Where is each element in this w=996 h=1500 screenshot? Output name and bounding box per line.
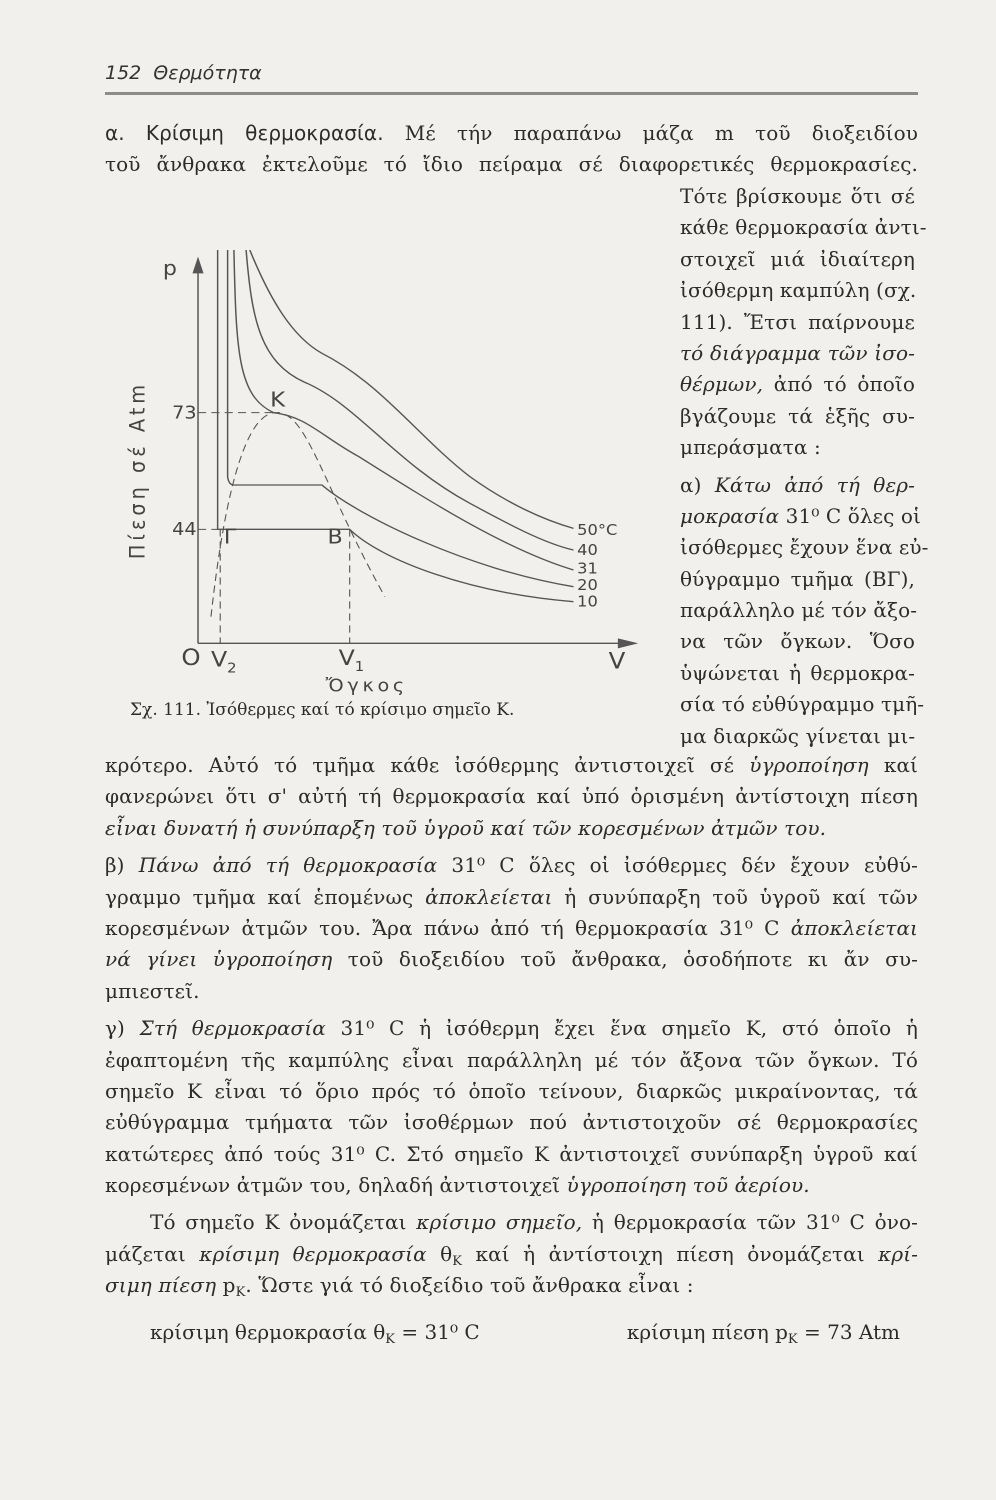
- critical-values-formula: [150, 1320, 900, 1347]
- text-run: Μέ τήν παραπάνω μάζα m τοῦ διοξειδίου: [404, 121, 918, 145]
- text-line: [105, 1076, 918, 1107]
- isotherm-20: [228, 250, 574, 587]
- text-run: κρίσιμη θερμοκρασία: [199, 1241, 427, 1266]
- text-run: τοῦ διοξειδίου τοῦ ἄνθρακα, ὁσοδήποτε κι ἄν συ-: [332, 947, 918, 972]
- point-gamma-label: Γ: [223, 524, 237, 549]
- critical-pressure: [626, 1320, 900, 1347]
- text-run: K: [385, 1332, 396, 1347]
- isotherm-50: [250, 250, 574, 528]
- text-run: μοκρασία: [680, 503, 780, 528]
- y-axis-label: Πίεση σέ Atm: [124, 380, 150, 560]
- v1-label: $V_1$: [338, 646, 365, 675]
- side-column-text: [680, 181, 929, 752]
- v2-label: $V_2$: [210, 647, 237, 677]
- text-line: [105, 944, 918, 975]
- text-run: κορεσμένων ἀτμῶν του. Ἄρα πάνω ἀπό τή θερμοκρασία 31⁰ C: [105, 915, 791, 940]
- text-run: Τότε βρίσκουμε ὅτι σέ: [680, 184, 915, 208]
- text-run: κάθε θερμοκρασία ἀντι-: [680, 215, 927, 240]
- text-line: [680, 369, 915, 400]
- text-run: θέρμων,: [680, 372, 764, 397]
- text-run: ὑγροποίηση: [749, 753, 869, 777]
- text-run: καί: [868, 753, 918, 777]
- text-run: Πάνω ἀπό τή θερμοκρασία: [138, 853, 438, 878]
- text-run: Κάτω ἀπό τή θερ-: [714, 472, 915, 497]
- text-run: ἡ θερμοκρασία τῶν 31⁰ C ὀνο-: [582, 1210, 918, 1235]
- text-run: εὐθύγραμμα τμήματα τῶν ἰσοθέρμων πού ἀντιστοιχοῦν σέ θερμοκρασίες: [105, 1110, 918, 1135]
- text-run: φανερώνει ὅτι σ' αὐτή τή θερμοκρασία καί ὑπό ὁρισμένη ἀντίστοιχη πίεση: [105, 784, 918, 809]
- tick-44: 44: [172, 519, 197, 540]
- text-run: θύγραμμο τμῆμα (ΒΓ),: [680, 566, 915, 591]
- text-line: [105, 149, 918, 180]
- text-run: σιμη πίεση: [105, 1273, 217, 1298]
- intro-text: [105, 118, 918, 181]
- text-run: K: [787, 1332, 798, 1347]
- text-line: [680, 338, 915, 369]
- text-run: K: [235, 1285, 246, 1301]
- text-line: [680, 401, 915, 432]
- text-run: εἶναι δυνατή ἡ συνύπαρξη τοῦ ὑγροῦ καί τῶν κορεσμένων ἀτμῶν του.: [105, 815, 827, 840]
- text-run: 31⁰ C ὅλες οἱ: [779, 503, 921, 528]
- text-run: ἀποκλείεται: [425, 884, 553, 909]
- text-line: [680, 532, 929, 563]
- text-line: [680, 307, 915, 338]
- text-run: Τό σημεῖο Κ ὀνομάζεται: [150, 1210, 417, 1235]
- text-line: [105, 813, 918, 844]
- text-run: τό διάγραμμα τῶν ἰσο-: [680, 340, 915, 365]
- text-line: [680, 721, 915, 752]
- isotherm-label-40: 40: [577, 541, 598, 559]
- text-run: νά γίνει ὑγροποίηση: [105, 947, 333, 972]
- text-run: κρίσιμη θερμοκρασία θ: [150, 1320, 386, 1344]
- figure-caption: Σχ. 111. Ἰσόθερμες καί τό κρίσιμο σημεῖο Κ.: [130, 700, 515, 720]
- text-line: [105, 1207, 918, 1238]
- text-run: = 73 Atm: [797, 1320, 900, 1344]
- text-run: κατώτερες ἀπό τούς 31⁰ C. Στό σημεῖο Κ ἀντιστοιχεῖ συνύπαρξη ὑγροῦ καί: [105, 1141, 918, 1166]
- text-run: Στή θερμοκρασία: [139, 1016, 326, 1041]
- text-run: ἰσόθερμες ἔχουν ἕνα εὐ-: [680, 535, 929, 560]
- y-axis-symbol: p: [162, 256, 177, 280]
- text-run: καί ἡ ἀντίστοιχη πίεση ὀνομάζεται: [462, 1241, 879, 1266]
- text-run: μάζεται: [105, 1241, 200, 1266]
- text-line: [105, 882, 918, 913]
- text-line: [680, 470, 915, 501]
- text-line: [680, 501, 921, 532]
- text-run: θ: [426, 1241, 453, 1266]
- text-line: [105, 1239, 918, 1270]
- text-run: γ): [105, 1016, 140, 1041]
- text-line: [105, 1270, 918, 1301]
- text-run: γραμμο τμῆμα καί ἑπομένως: [105, 884, 426, 909]
- x-axis-symbol: V: [608, 648, 626, 675]
- header-rule: [105, 92, 918, 95]
- page-number: 152: [105, 62, 142, 84]
- text-run: ἐφαπτομένη τῆς καμπύλης εἶναι παράλληλη μέ τόν ἄξονα τῶν ὄγκων. Τό: [105, 1047, 918, 1072]
- text-run: β): [105, 853, 139, 878]
- text-line: [105, 1170, 918, 1201]
- tick-73: 73: [172, 403, 197, 424]
- text-line: [105, 1139, 918, 1170]
- text-line: [680, 658, 915, 689]
- text-run: κρίσιμο σημεῖο,: [416, 1210, 583, 1235]
- text-line: [105, 781, 918, 812]
- body-text: [105, 750, 918, 1302]
- isotherm-label-20: 20: [577, 576, 598, 594]
- text-line: [680, 275, 915, 306]
- text-run: α. Κρίσιμη θερμοκρασία.: [105, 121, 405, 145]
- text-run: μα διαρκῶς γίνεται μι-: [680, 723, 916, 748]
- text-run: να τῶν ὄγκων. Ὅσο: [680, 629, 915, 654]
- text-line: [105, 1013, 918, 1044]
- text-run: τοῦ ἄνθρακα ἐκτελοῦμε τό ἴδιο πείραμα σέ διαφορετικές θερμοκρασίες.: [105, 152, 918, 177]
- isotherm-label-50: 50°C: [577, 521, 618, 539]
- text-run: ἡ συνύπαρξη τοῦ ὑγροῦ καί τῶν: [552, 884, 918, 909]
- text-line: [105, 913, 918, 944]
- text-run: ὑψώνεται ἡ θερμοκρα-: [680, 660, 915, 685]
- text-line: [680, 181, 915, 212]
- text-line: [680, 689, 925, 720]
- text-run: ὑγροποίηση τοῦ ἀερίου.: [566, 1173, 810, 1198]
- section-title: Θερμότητα: [153, 62, 262, 84]
- text-run: βγάζουμε τά ἑξῆς συ-: [680, 403, 915, 428]
- text-line: [680, 244, 915, 275]
- x-axis-arrow: [618, 638, 638, 648]
- text-line: [105, 750, 918, 781]
- text-run: . Ὥστε γιά τό διοξείδιο τοῦ ἄνθρακα εἶναι :: [245, 1273, 694, 1298]
- text-line: [105, 1107, 918, 1138]
- isotherm-40: [246, 250, 573, 550]
- text-line: [680, 432, 915, 463]
- point-k-label: K: [270, 388, 286, 413]
- text-line: [680, 595, 918, 626]
- point-b-label: B: [327, 524, 343, 549]
- text-line: [680, 564, 915, 595]
- running-header: [105, 62, 274, 84]
- isotherm-label-10: 10: [577, 593, 598, 611]
- text-run: μπιεστεῖ.: [105, 978, 200, 1003]
- text-line: [105, 976, 918, 1007]
- text-run: κρίσιμη πίεση p: [626, 1320, 788, 1344]
- text-line: [105, 118, 918, 149]
- saturation-dome: [211, 413, 385, 617]
- text-run: K: [452, 1253, 463, 1269]
- isotherm-label-31: 31: [577, 560, 598, 578]
- text-run: α): [680, 472, 715, 497]
- origin-label: O: [181, 645, 201, 671]
- text-run: = 31⁰ C: [395, 1320, 480, 1344]
- text-run: κορεσμένων ἀτμῶν του, δηλαδή ἀντιστοιχεῖ: [105, 1173, 567, 1198]
- text-run: ἀποκλείεται: [790, 915, 918, 940]
- x-axis-label: Ὄγκος: [325, 676, 408, 697]
- text-run: κρί-: [878, 1241, 918, 1266]
- text-run: κρότερο. Αὐτό τό τμῆμα κάθε ἰσόθερμης ἀντιστοιχεῖ σέ: [105, 753, 750, 777]
- text-line: [680, 212, 927, 243]
- text-run: ἰσόθερμη καμπύλη (σχ.: [680, 278, 917, 303]
- text-run: 31⁰ C ἡ ἰσόθερμη ἔχει ἕνα σημεῖο Κ, στό ὁποῖο ἡ: [325, 1016, 918, 1041]
- y-axis-arrow: [192, 257, 203, 274]
- text-line: [105, 1045, 918, 1076]
- text-run: σία τό εὐθύγραμμο τμῆ-: [680, 692, 925, 717]
- critical-temperature: [150, 1320, 480, 1347]
- isotherm-diagram: [100, 250, 680, 730]
- text-line: [105, 850, 918, 881]
- text-run: ἀπό τό ὁποῖο: [763, 372, 915, 397]
- text-run: στοιχεῖ μιά ἰδιαίτερη: [680, 246, 915, 271]
- text-run: μπεράσματα :: [680, 435, 821, 460]
- text-run: σημεῖο Κ εἶναι τό ὅριο πρός τό ὁποῖο τείνουν, διαρκῶς μικραίνοντας, τά: [105, 1078, 918, 1103]
- text-line: [680, 626, 915, 657]
- text-run: p: [216, 1273, 236, 1298]
- text-run: 31⁰ C ὅλες οἱ ἰσόθερμες δέν ἔχουν εὐθύ-: [437, 853, 919, 878]
- text-run: 111). Ἔτσι παίρνουμε: [680, 309, 915, 334]
- text-run: παράλληλο μέ τόν ἄξο-: [680, 598, 918, 623]
